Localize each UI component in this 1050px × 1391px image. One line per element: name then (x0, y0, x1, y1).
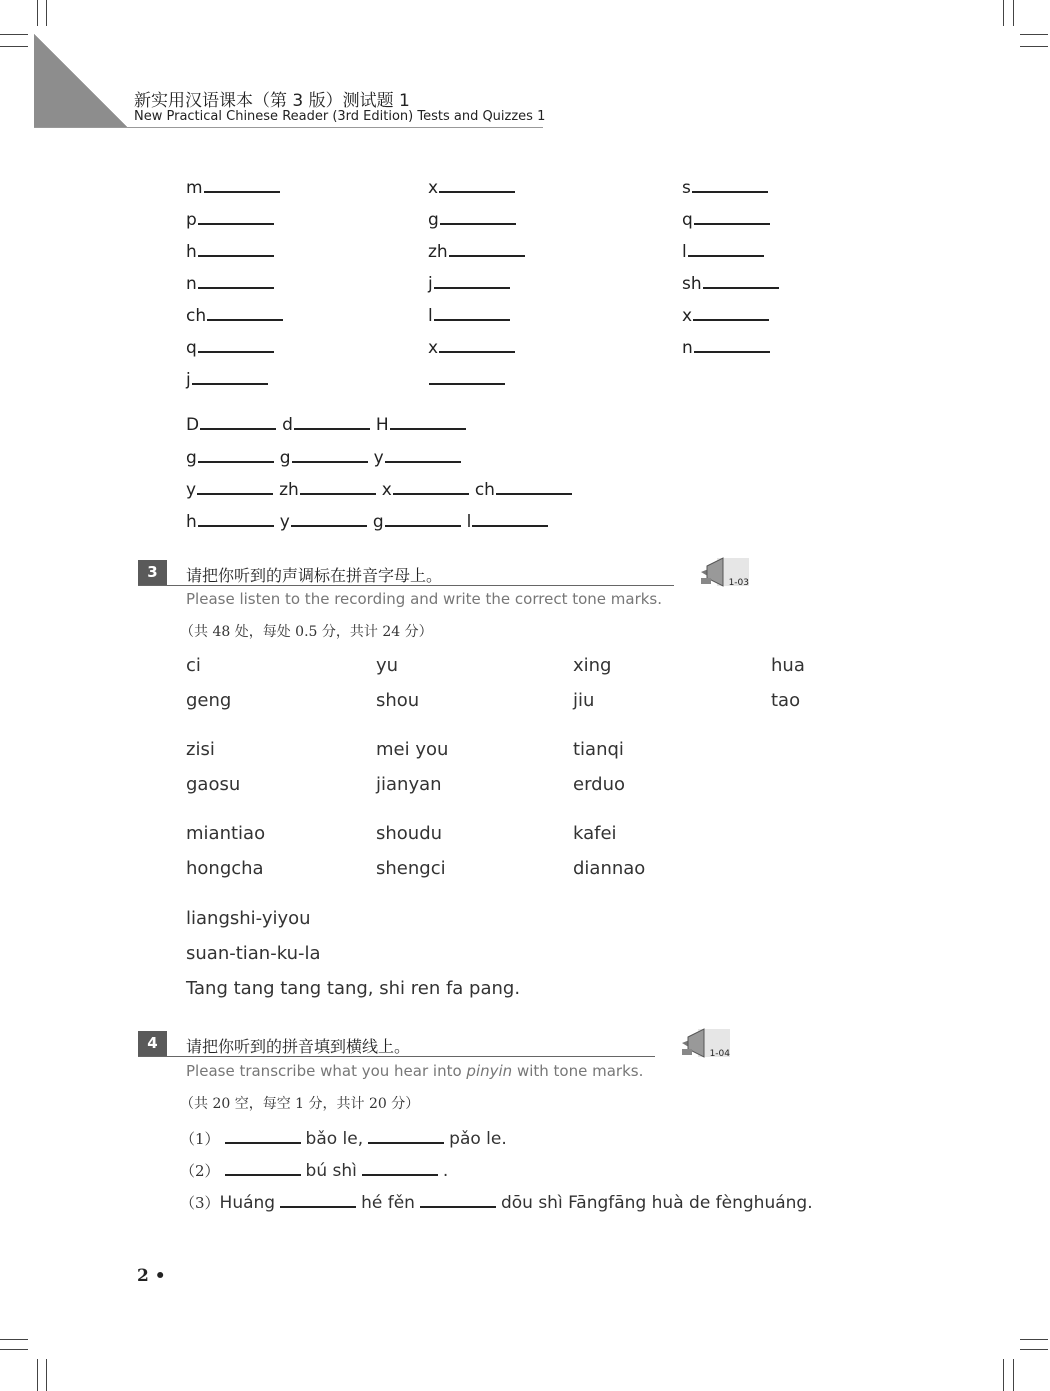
crop-mark (0, 34, 28, 35)
answer-blank[interactable] (439, 335, 515, 353)
initial-blank (186, 207, 274, 230)
audio-track-label: 1-04 (709, 1049, 730, 1059)
crop-mark (0, 46, 28, 47)
initial-blank (682, 271, 779, 294)
initial-blank (186, 303, 283, 326)
initial-blank (428, 175, 515, 198)
initial-letter: m (186, 178, 203, 198)
answer-blank[interactable] (362, 1158, 438, 1176)
pinyin-word: ci (186, 655, 201, 676)
answer-blank[interactable] (294, 412, 370, 430)
pinyin-phrase: Tang tang tang tang, shi ren fa pang. (186, 978, 521, 999)
initial-letter: l (682, 242, 687, 262)
pinyin-phrase: liangshi-yiyou (186, 908, 311, 929)
initial-blank (682, 207, 770, 230)
crop-mark (1013, 0, 1014, 26)
answer-blank[interactable] (385, 509, 461, 527)
item-text: . (442, 1161, 449, 1181)
letter: zh (279, 480, 299, 500)
answer-blank[interactable] (300, 477, 376, 495)
crop-mark (1020, 1349, 1048, 1350)
answer-blank[interactable] (429, 367, 505, 385)
pinyin-word: diannao (573, 858, 646, 879)
section-4-item-3 (180, 1190, 813, 1213)
item-text: dōu shì Fāngfāng huà de fènghuáng. (500, 1193, 813, 1213)
crop-mark (1013, 1359, 1014, 1391)
answer-blank[interactable] (692, 175, 768, 193)
section-4-score: （共 20 空，每空 1 分，共计 20 分） (180, 1096, 420, 1112)
item-text: Huáng (219, 1193, 276, 1213)
answer-blank[interactable] (197, 477, 273, 495)
initial-letter: x (428, 338, 439, 358)
letter-blank-row (186, 445, 467, 468)
pinyin-word: hongcha (186, 858, 264, 879)
pinyin-word: kafei (573, 823, 617, 844)
header-rule (34, 127, 543, 128)
letter: g (186, 448, 197, 468)
crop-mark (1003, 0, 1004, 26)
answer-blank[interactable] (204, 175, 280, 193)
initial-blank (682, 303, 769, 326)
answer-blank[interactable] (390, 412, 466, 430)
answer-blank[interactable] (198, 271, 274, 289)
pinyin-word: hua (771, 655, 805, 676)
initial-letter: p (186, 210, 197, 230)
crop-mark (0, 1349, 28, 1350)
initial-letter: sh (682, 274, 702, 294)
initial-blank (682, 239, 764, 262)
section-4-item-1 (180, 1126, 507, 1149)
pinyin-word: zisi (186, 739, 215, 760)
letter: d (282, 415, 293, 435)
letter: h (186, 512, 197, 532)
initial-letter: q (186, 338, 197, 358)
answer-blank[interactable] (198, 335, 274, 353)
answer-blank[interactable] (385, 445, 461, 463)
section-4-audio[interactable] (678, 1027, 732, 1061)
initial-letter: x (682, 306, 693, 326)
pinyin-word: yu (376, 655, 399, 676)
pinyin-word: tao (771, 690, 801, 711)
section-4-item-2 (180, 1158, 448, 1181)
answer-blank[interactable] (472, 509, 548, 527)
letter: H (375, 415, 389, 435)
initial-letter: zh (428, 242, 448, 262)
initial-letter: l (428, 306, 433, 326)
letter: g (372, 512, 384, 532)
crop-mark (37, 0, 38, 26)
page-number: 2 • (137, 1266, 166, 1286)
answer-blank[interactable] (439, 175, 515, 193)
initial-blank (428, 271, 510, 294)
answer-blank[interactable] (198, 445, 274, 463)
answer-blank[interactable] (496, 477, 572, 495)
answer-blank[interactable] (292, 445, 368, 463)
initial-blank (428, 367, 505, 390)
initial-letter: x (428, 178, 439, 198)
initial-letter: h (186, 242, 197, 262)
section-3-audio[interactable] (697, 556, 751, 590)
initial-blank (428, 207, 516, 230)
initial-blank (186, 271, 274, 294)
crop-mark (1020, 34, 1048, 35)
answer-blank[interactable] (434, 271, 510, 289)
letter-blank-row (186, 477, 578, 500)
answer-blank[interactable] (200, 412, 276, 430)
section-3-title-en: Please listen to the recording and write the correct tone marks. (186, 590, 663, 608)
crop-mark (46, 1359, 47, 1391)
header-title-cn: 新实用汉语课本（第 3 版）测试题 1 (134, 91, 410, 111)
letter: y (373, 448, 384, 468)
letter: D (186, 415, 200, 435)
pinyin-word: shoudu (376, 823, 443, 844)
answer-blank[interactable] (703, 271, 779, 289)
pinyin-word: xing (573, 655, 612, 676)
initial-blank (428, 239, 525, 262)
header-corner-triangle (34, 34, 128, 128)
pinyin-phrase: suan-tian-ku-la (186, 943, 321, 964)
letter: l (466, 512, 472, 532)
section-4-title-en-post: with tone marks. (512, 1062, 644, 1080)
item-number: （3） (180, 1194, 220, 1212)
audio-track-label: 1-03 (728, 578, 749, 588)
section-4-title-en (186, 1062, 643, 1080)
section-4-title-en-pre: Please transcribe what you hear into (186, 1062, 467, 1080)
section-4-title-en-em: pinyin (466, 1062, 513, 1080)
initial-letter: s (682, 178, 691, 198)
answer-blank[interactable] (198, 239, 274, 257)
crop-mark (46, 0, 47, 26)
initial-letter: j (428, 274, 433, 294)
section-4-rule (138, 1056, 655, 1057)
answer-blank[interactable] (207, 303, 283, 321)
initial-blank (186, 335, 274, 358)
section-4-title-cn: 请把你听到的拼音填到横线上。 (186, 1037, 411, 1056)
answer-blank[interactable] (449, 239, 525, 257)
initial-letter: n (682, 338, 693, 358)
answer-blank[interactable] (393, 477, 469, 495)
item-text: pǎo le. (449, 1129, 507, 1149)
letter: y (186, 480, 197, 500)
initial-blank (186, 175, 280, 198)
letter-blank-row (186, 509, 554, 532)
pinyin-word: erduo (573, 774, 626, 795)
pinyin-word: jianyan (376, 774, 442, 795)
letter: x (381, 480, 392, 500)
answer-blank[interactable] (368, 1126, 444, 1144)
pinyin-word: tianqi (573, 739, 624, 760)
section-3-number: 3 (138, 560, 167, 585)
answer-blank[interactable] (440, 207, 516, 225)
crop-mark (1003, 1359, 1004, 1391)
initial-letter: ch (186, 306, 207, 326)
letter: ch (474, 480, 495, 500)
section-3-score: （共 48 处，每处 0.5 分，共计 24 分） (180, 624, 433, 640)
pinyin-word: miantiao (186, 823, 266, 844)
answer-blank[interactable] (694, 335, 770, 353)
answer-blank[interactable] (693, 303, 769, 321)
answer-blank[interactable] (225, 1126, 301, 1144)
item-text: bǎo le, (305, 1129, 364, 1149)
pinyin-word: gaosu (186, 774, 241, 795)
crop-mark (1020, 46, 1048, 47)
item-number: （2） (180, 1162, 220, 1180)
initial-blank (682, 335, 770, 358)
section-3-rule (138, 585, 674, 586)
pinyin-word: shengci (376, 858, 446, 879)
answer-blank[interactable] (280, 1190, 356, 1208)
answer-blank[interactable] (420, 1190, 496, 1208)
initial-letter: n (186, 274, 197, 294)
pinyin-word: jiu (573, 690, 595, 711)
answer-blank[interactable] (291, 509, 367, 527)
section-3-title-cn: 请把你听到的声调标在拼音字母上。 (186, 566, 443, 585)
initial-letter: g (428, 210, 439, 230)
answer-blank[interactable] (434, 303, 510, 321)
answer-blank[interactable] (198, 509, 274, 527)
pinyin-word: geng (186, 690, 232, 711)
answer-blank[interactable] (225, 1158, 301, 1176)
crop-mark (0, 1339, 28, 1340)
crop-mark (37, 1359, 38, 1391)
initial-letter: q (682, 210, 693, 230)
header-title-en: New Practical Chinese Reader (3rd Edition) Tests and Quizzes 1 (134, 109, 546, 124)
letter: g (279, 448, 291, 468)
initial-blank (428, 335, 515, 358)
pinyin-word: mei you (376, 739, 449, 760)
answer-blank[interactable] (694, 207, 770, 225)
initial-letter: j (186, 370, 191, 390)
initial-blank (682, 175, 768, 198)
item-text: hé fěn (361, 1193, 415, 1213)
item-text: bú shì (305, 1161, 357, 1181)
answer-blank[interactable] (192, 367, 268, 385)
letter-blank-row (186, 412, 472, 435)
initial-blank (186, 367, 268, 390)
answer-blank[interactable] (688, 239, 764, 257)
pinyin-word: shou (376, 690, 420, 711)
crop-mark (1020, 1339, 1048, 1340)
item-number: （1） (180, 1130, 220, 1148)
letter: y (279, 512, 290, 532)
answer-blank[interactable] (198, 207, 274, 225)
initial-blank (186, 239, 274, 262)
section-4-number: 4 (138, 1031, 167, 1056)
initial-blank (428, 303, 510, 326)
